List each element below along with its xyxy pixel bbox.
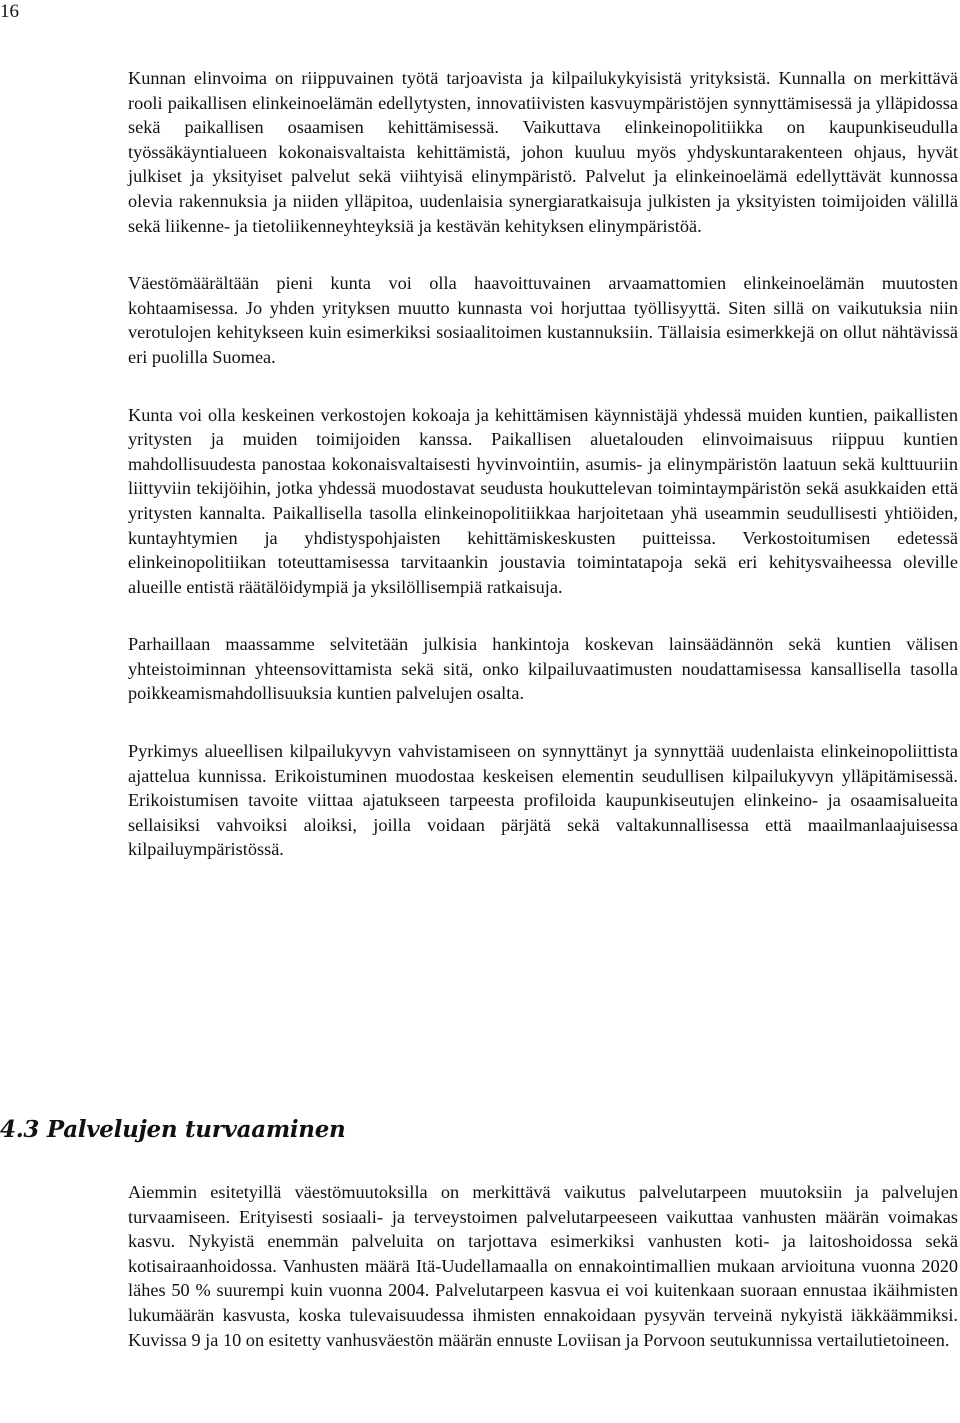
page-number: 16 [0,1,19,22]
paragraph-4: Parhaillaan maassamme selvitetään julkisia hankintoja koskevan lainsäädännön sekä kuntien välisen yhteistoiminnan yhteensovittamista sekä sitä, onko kilpailuvaatimusten noudattamisessa kansallisella tasolla poikkeamismahdollisuuksia kuntien palvelujen osalta. [128,634,958,704]
section-body [128,1180,958,1385]
section-paragraph: Aiemmin esitetyillä väestömuutoksilla on merkittävä vaikutus palvelutarpeen muutoksiin ja palvelujen turvaamiseen. Erityisesti sosiaali- ja terveystoimen palvelutarpeeseen vaikuttaa vanhusten määrän voimakas kasvu. Nykyistä enemmän palveluita on tarjottava esimerkiksi vanhusten koti- ja laitoshoidossa sekä kotisairaanhoidossa. Vanhusten määrä Itä-Uudellamaalla on ennakointimallien mukaan arvioituna vuonna 2020 lähes 50 % suurempi kuin vuonna 2004. Palvelutarpeen kasvua ei voi kuitenkaan suoraan ennustaa ikäihmisten lukumäärän kasvusta, koska tulevaisuudessa ihmisten ennakoidaan pysyvän terveinä nykyistä iäkkäämmiksi. Kuvissa 9 ja 10 on esitetty vanhusväestön määrän ennuste Loviisan ja Porvoon seutukunnissa vertailutietoineen. [128,1182,958,1350]
paragraph-1: Kunnan elinvoima on riippuvainen työtä tarjoavista ja kilpailukykyisistä yrityksistä. Kunnalla on merkittävä rooli paikallisen elinkeinoelämän edellytysten, innovatiivisten kasvuympäristöjen synnyttämisessä ja ylläpidossa sekä paikallisen osaamisen kehittämisessä. Vaikuttava elinkeinopolitiikka on kaupunkiseudulla työssäkäyntialueen kokonaisvaltaista kehittämistä, johon kuuluu myös yhdyskuntarakenteen ohjaus, hyvät julkiset ja yksityiset palvelut sekä viihtyisä elinympäristö. Palvelut ja elinkeinoelämä edellyttävät kunnossa olevia rakennuksia ja niiden ylläpitoa, uudenlaisia synergiaratkaisuja julkisten ja yksityisten toimijoiden välillä sekä liikenne- ja tietoliikenneyhteyksiä ja kestävän kehityksen elinympäristöä. [128,68,958,236]
paragraph-2: Väestömäärältään pieni kunta voi olla haavoittuvainen arvaamattomien elinkeinoelämän muutosten kohtaamisessa. Jo yhden yrityksen muutto kunnasta voi horjuttaa työllisyyttä. Siten sillä on vaikutuksia niin verotulojen kehitykseen kuin esimerkiksi sosiaalitoimen kustannuksiin. Tällaisia esimerkkejä on ollut nähtävissä eri puolilla Suomea. [128,273,958,367]
paragraph-5: Pyrkimys alueellisen kilpailukyvyn vahvistamiseen on synnyttänyt ja synnyttää uudenlaista elinkeinopoliittista ajattelua kunnissa. Erikoistuminen muodostaa keskeisen elementin seudullisen kilpailukyvyn ylläpitämisessä. Erikoistumisen tavoite viittaa ajatukseen tarpeesta profiloida kaupunkiseutujen elinkeino- ja osaamisalueita sellaisiksi vahvoiksi aloiksi, joilla voidaan pärjätä sekä valtakunnallisessa että maailmanlaajuisessa kilpailuympäristössä. [128,741,958,860]
body-text [128,66,958,895]
section-heading: 4.3 Palvelujen turvaaminen [0,1116,346,1143]
paragraph-3: Kunta voi olla keskeinen verkostojen kokoaja ja kehittämisen käynnistäjä yhdessä muiden kuntien, paikallisten yritysten ja muiden toimijoiden kanssa. Paikallisen aluetalouden elinvoimaisuus riippuu kuntien mahdollisuudesta panostaa kokonaisvaltaisesti hyvinvointiin, asumis- ja elinympäristön laatuun sekä kulttuuriin liittyviin tekijöihin, jotka yhdessä muodostavat seudusta houkuttelevan toimintaympäristön sekä asukkaiden että yritysten kannalta. Paikallisella tasolla elinkeinopolitiikkaa harjoitetaan yhä useammin seudullisesti yhtiöiden, kuntayhtymien ja yhdistyspohjaisten kehittämiskeskusten puitteissa. Verkostoitumisen edetessä elinkeinopolitiikan toteuttamisessa tarvitaankin joustavia toimintatapoja sekä eri kehitysvaiheessa oleville alueille entistä räätälöidympiä ja yksilöllisempiä ratkaisuja. [128,404,958,597]
